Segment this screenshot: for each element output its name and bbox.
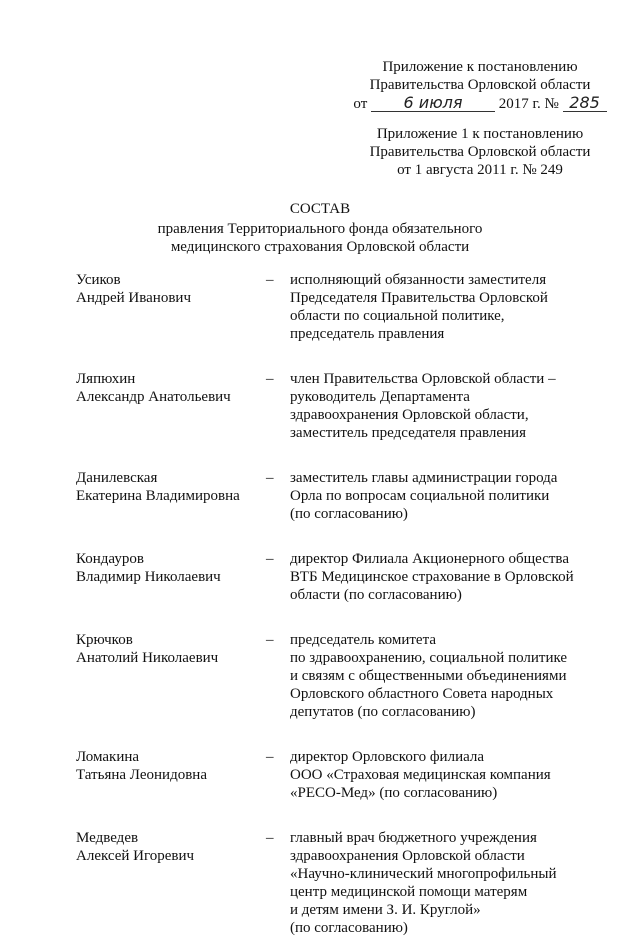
member-position-line: председатель комитета: [290, 632, 436, 648]
member-position-line: центр медицинской помощи матерям: [290, 884, 528, 900]
member-position: [290, 550, 596, 604]
member-name-line: Анатолий Николаевич: [76, 650, 219, 666]
member-position-line: ВТБ Медицинское страхование в Орловской: [290, 569, 574, 585]
member-position-line: по здравоохранению, социальной политике: [290, 650, 568, 666]
header-line: от 1 августа 2011 г. № 249: [397, 162, 563, 178]
member-position-line: «РЕСО-Мед» (по согласованию): [290, 785, 498, 801]
member-name: [76, 370, 266, 442]
member-name-line: Медведев: [76, 830, 139, 846]
header-date-line: [330, 94, 630, 113]
member-name-line: Владимир Николаевич: [76, 569, 221, 585]
handwritten-number-text: 285: [569, 93, 600, 112]
member-dash: –: [266, 272, 274, 288]
member-dash: –: [266, 371, 274, 387]
member-position: [290, 271, 596, 343]
member-position-line: области по социальной политике,: [290, 308, 505, 324]
member-position: [290, 370, 596, 442]
member-name: [76, 748, 266, 802]
member-name-line: Крючков: [76, 632, 133, 648]
member-position-line: директор Орловского филиала: [290, 749, 485, 765]
member-position-line: «Научно-клинический многопрофильный: [290, 866, 557, 882]
handwritten-date-text: 6 июля: [403, 93, 463, 112]
member-position-line: области (по согласованию): [290, 587, 462, 603]
member-position-line: руководитель Департамента: [290, 389, 470, 405]
member-name-line: Андрей Иванович: [76, 290, 191, 306]
member-dash: –: [266, 470, 274, 486]
title-line: медицинского страхования Орловской области: [170, 239, 470, 255]
document-title: [120, 200, 520, 256]
handwritten-date: [371, 94, 495, 112]
member-name-line: Татьяна Леонидовна: [76, 767, 207, 783]
member-position-line: здравоохранения Орловской области,: [290, 407, 529, 423]
member-position-line: и связям с общественными объединениями: [290, 668, 567, 684]
header-ot: от: [353, 96, 368, 112]
header-line: Приложение к постановлению: [382, 59, 578, 75]
member-position-line: депутатов (по согласованию): [290, 704, 476, 720]
member-name-line: Екатерина Владимировна: [76, 488, 240, 504]
member-position: [290, 469, 596, 523]
member-dash: –: [266, 551, 274, 567]
member-position-line: здравоохранения Орловской области: [290, 848, 525, 864]
member-position-line: Орловского областного Совета народных: [290, 686, 554, 702]
member-position-line: Председателя Правительства Орловской: [290, 290, 548, 306]
member-row: [76, 550, 596, 604]
member-name-line: Усиков: [76, 272, 121, 288]
member-dash: –: [266, 632, 274, 648]
member-position: [290, 748, 596, 802]
member-name-line: Алексей Игоревич: [76, 848, 195, 864]
header-line: Приложение 1 к постановлению: [376, 126, 584, 142]
member-position-line: директор Филиала Акционерного общества: [290, 551, 569, 567]
member-position-line: член Правительства Орловской области –: [290, 371, 556, 387]
member-position-line: и детям имени З. И. Круглой»: [290, 902, 481, 918]
member-name-line: Ломакина: [76, 749, 140, 765]
member-position-line: ООО «Страховая медицинская компания: [290, 767, 551, 783]
member-dash: –: [266, 830, 274, 846]
member-name-line: Данилевская: [76, 470, 158, 486]
member-name-line: Ляпюхин: [76, 371, 136, 387]
member-name: [76, 469, 266, 523]
member-position-line: (по согласованию): [290, 920, 408, 936]
member-name: [76, 631, 266, 721]
member-position-line: исполняющий обязанности заместителя: [290, 272, 547, 288]
member-dash: –: [266, 749, 274, 765]
member-name: [76, 550, 266, 604]
members-list: [76, 271, 596, 937]
member-name: [76, 829, 266, 937]
member-position: [290, 631, 596, 721]
member-row: [76, 370, 596, 442]
member-row: [76, 748, 596, 802]
member-position-line: заместитель председателя правления: [290, 425, 526, 441]
member-row: [76, 829, 596, 937]
handwritten-number: [563, 94, 607, 112]
header-appendix-new: [330, 58, 630, 113]
header-line: Правительства Орловской области: [369, 144, 591, 160]
title-line: СОСТАВ: [289, 201, 351, 217]
member-position-line: председатель правления: [290, 326, 445, 342]
member-name-line: Кондауров: [76, 551, 144, 567]
member-position-line: Орла по вопросам социальной политики: [290, 488, 550, 504]
header-appendix-old: [330, 125, 630, 179]
member-row: [76, 271, 596, 343]
member-position-line: (по согласованию): [290, 506, 408, 522]
member-name: [76, 271, 266, 343]
title-line: правления Территориального фонда обязательного: [157, 221, 483, 237]
member-row: [76, 469, 596, 523]
header-year: 2017 г. №: [498, 96, 559, 112]
member-row: [76, 631, 596, 721]
header-line: Правительства Орловской области: [369, 77, 591, 93]
member-position-line: заместитель главы администрации города: [290, 470, 558, 486]
member-position: [290, 829, 596, 937]
member-position-line: главный врач бюджетного учреждения: [290, 830, 537, 846]
member-name-line: Александр Анатольевич: [76, 389, 231, 405]
